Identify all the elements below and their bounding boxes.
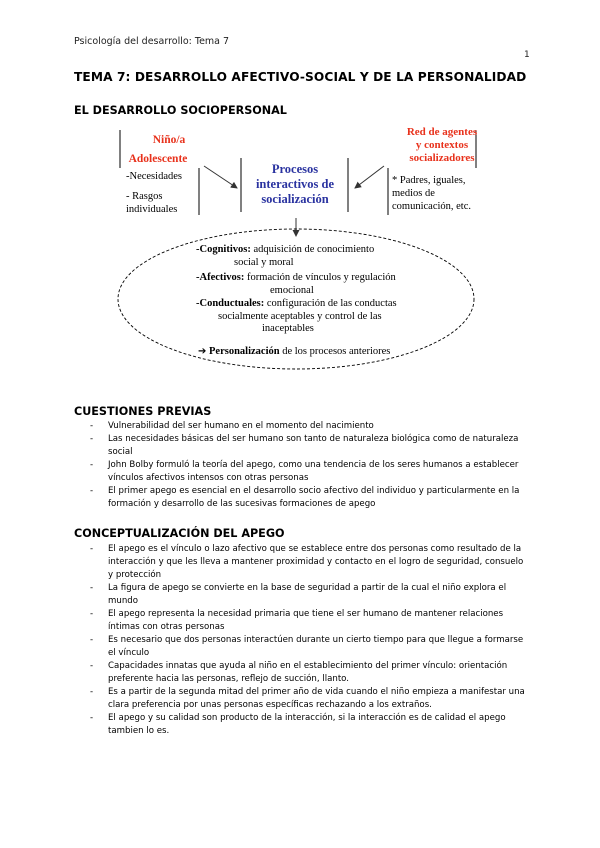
bullet-dash: - (90, 687, 94, 697)
conceptualizacion-heading: CONCEPTUALIZACIÓN DEL APEGO (74, 527, 285, 540)
right-arrow-icon: ➔ (198, 345, 207, 357)
bullet-dash: - (90, 544, 94, 554)
section-title: EL DESARROLLO SOCIOPERSONAL (74, 104, 287, 117)
list-item (90, 686, 526, 712)
personalization-bold: Personalización (209, 345, 280, 357)
ellipse-item-afectivos (196, 272, 414, 297)
right-heading-line: y contextos (415, 139, 469, 151)
left-item: -Necesidades (126, 171, 182, 182)
list-item (90, 543, 526, 582)
page-title: TEMA 7: DESARROLLO AFECTIVO-SOCIAL Y DE LA PERSONALIDAD (74, 70, 527, 84)
left-heading-line: Niño/a (152, 134, 186, 146)
left-item: individuales (126, 204, 178, 215)
center-title-line: Procesos (271, 162, 319, 176)
list-item-text: El primer apego es esencial en el desarrollo socio afectivo del individuo y particularmente en la formación y desarrollo de las sucesivas formaciones de apego (108, 486, 520, 509)
right-item: comunicación, etc. (392, 201, 472, 212)
ellipse-item-cont: social y moral (234, 256, 294, 268)
ellipse-item-label: -Afectivos: (196, 272, 245, 283)
list-item (90, 433, 526, 459)
right-heading-line: socializadores (409, 152, 475, 164)
bullet-dash: - (90, 661, 94, 671)
right-item: medios de (392, 188, 435, 199)
ellipse-item-label: -Conductuales: (196, 298, 265, 309)
cuestiones-heading: CUESTIONES PREVIAS (74, 405, 212, 418)
conceptualizacion-list (90, 543, 526, 738)
bullet-dash: - (90, 713, 94, 723)
list-item-text: La figura de apego se convierte en la base de seguridad a partir de la cual el niño explora el mundo (108, 583, 507, 606)
ellipse-item-cont: emocional (270, 284, 314, 296)
list-item (90, 485, 526, 511)
bullet-dash: - (90, 460, 94, 470)
ellipse-item-text: configuración de las conductas (264, 298, 397, 309)
bullet-dash: - (90, 609, 94, 619)
list-item-text: Vulnerabilidad del ser humano en el momento del nacimiento (108, 421, 374, 431)
list-item-text: Las necesidades básicas del ser humano son tanto de naturaleza biológica como de naturaleza social (108, 434, 519, 457)
list-item-text: El apego es el vínculo o lazo afectivo que se establece entre dos personas como resultado de la interacción y que les lleva a mantener proximidad y contacto en el logro de seguridad, consuelo y protección (108, 544, 524, 580)
ellipse-item-label: -Cognitivos: (196, 244, 251, 255)
bullet-dash: - (90, 434, 94, 444)
left-items (126, 170, 182, 216)
list-item-text: El apego representa la necesidad primaria que tiene el ser humano de mantener relaciones íntimas con otras personas (108, 609, 504, 632)
list-item (90, 660, 526, 686)
bullet-dash: - (90, 583, 94, 593)
ellipse-item-conductuales (196, 298, 414, 336)
arrow-right-to-center (355, 166, 384, 188)
center-title-line: interactivos de (255, 177, 335, 191)
page-number: 1 (524, 50, 530, 60)
ellipse-item-text: formación de vínculos y regulación (244, 272, 396, 283)
list-item-text: El apego y su calidad son producto de la interacción, si la interacción es de calidad el apego tambien lo es. (108, 713, 506, 736)
list-item (90, 608, 526, 634)
running-header: Psicología del desarrollo: Tema 7 (74, 36, 230, 47)
arrow-left-to-center (204, 166, 237, 188)
center-title-line: socialización (261, 192, 329, 206)
right-heading-line: Red de agentes (406, 126, 478, 138)
personalization-line (196, 346, 414, 359)
cuestiones-list (90, 420, 526, 511)
list-item (90, 634, 526, 660)
list-item-text: Es a partir de la segunda mitad del primer año de vida cuando el niño empieza a manifestar una clara preferencia por unas personas específicas rechazando a los extraños. (108, 687, 525, 710)
list-item-text: Capacidades innatas que ayuda al niño en el establecimiento del primer vínculo: orientación preferente hacia las personas, reflejo de succión, llanto. (108, 661, 508, 684)
right-item: * Padres, iguales, (392, 175, 466, 186)
ellipse-item-text: adquisición de conocimiento (250, 244, 375, 255)
bullet-dash: - (90, 486, 94, 496)
ellipse-item-cognitivos (196, 244, 414, 269)
ellipse-item-cont: inaceptables (262, 323, 314, 334)
right-items (392, 174, 471, 213)
bullet-dash: - (90, 421, 94, 431)
list-item-text: Es necesario que dos personas interactúen durante un cierto tiempo para que llegue a formarse el vínculo (108, 635, 524, 658)
list-item (90, 712, 526, 738)
list-item (90, 420, 526, 433)
ellipse-item-cont: socialmente aceptables y control de las (218, 310, 382, 322)
center-title (244, 162, 346, 207)
left-item: - Rasgos (126, 191, 163, 202)
ellipse-content (196, 244, 414, 358)
bullet-dash: - (90, 635, 94, 645)
personalization-rest: de los procesos anteriores (279, 345, 391, 357)
list-item-text: John Bolby formuló la teoría del apego, como una tendencia de los seres humanos a establecer vínculos afectivos intensos con otras personas (108, 460, 519, 483)
right-heading (386, 126, 498, 165)
left-heading (128, 131, 195, 169)
list-item (90, 459, 526, 485)
list-item (90, 582, 526, 608)
left-heading-line: Adolescente (128, 153, 188, 165)
